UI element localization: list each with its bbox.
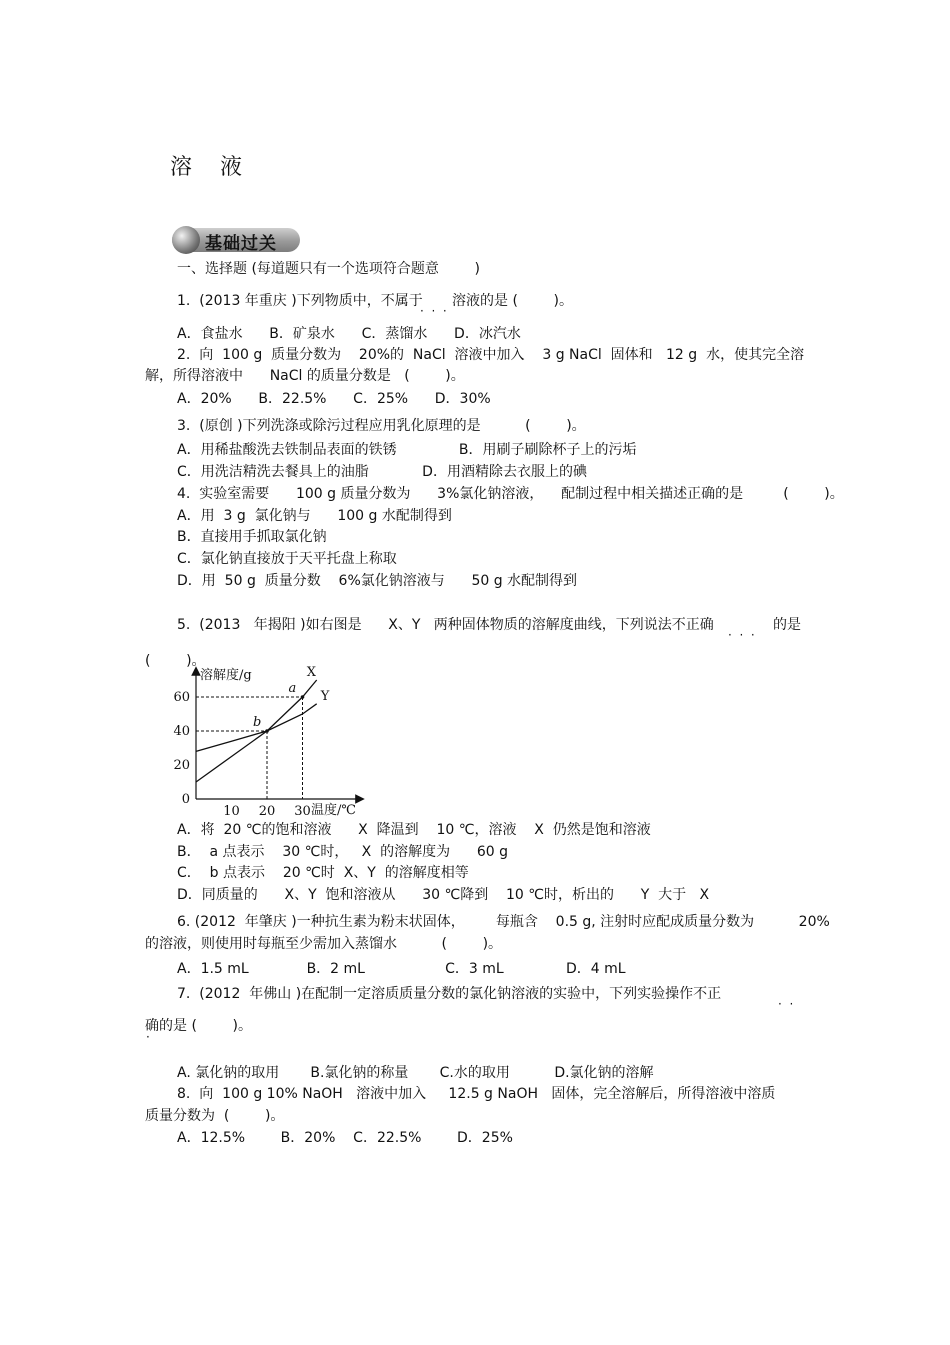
q8-stem-line1: 8. 向 100 g 10% NaOH 溶液中加入 12.5 g NaOH 固体，完全溶解后，所得溶液中溶质 — [177, 1086, 776, 1102]
q1-options: A．食盐水 B．矿泉水 C．蒸馏水 D．冰汽水 — [177, 326, 521, 342]
x-tick-label: 20 — [258, 804, 276, 819]
q4-option-d: D．用 50 g 质量分数 6%氯化钠溶液与 50 g 水配制得到 — [177, 573, 578, 589]
q3-options-cd: C．用洗洁精洗去餐具上的油脂 D．用酒精除去衣服上的碘 — [177, 464, 587, 480]
y-tick-label: 0 — [181, 792, 190, 807]
q2-stem-line2: 解，所得溶液中 NaCl 的质量分数是 ( )。 — [145, 368, 465, 384]
x-axis-label: 温度/℃ — [311, 803, 356, 818]
q5-option-c: C． b 点表示 20 ℃时 X、Y 的溶解度相等 — [177, 865, 469, 881]
q4-stem: 4. 实验室需要 100 g 质量分数为 3%氯化钠溶液， 配制过程中相关描述正确的是 ( )。 — [177, 486, 844, 502]
q5-stem-tail: 的是 — [773, 617, 801, 633]
q1-stem-b: 溶液的是 ( )。 — [452, 293, 573, 309]
q8-options: A．12.5% B．20% C．22.5% D．25% — [177, 1130, 513, 1146]
point-marker-a — [301, 695, 305, 699]
y-axis-label: 溶解度/g — [200, 668, 252, 683]
q5-option-a: A．将 20 ℃的饱和溶液 X 降温到 10 ℃，溶液 X 仍然是饱和溶液 — [177, 822, 651, 838]
point-label-b: b — [253, 715, 262, 730]
x-tick-label: 30 — [294, 804, 311, 819]
q5-option-b: B． a 点表示 30 ℃时， X 的溶解度为 60 g — [177, 844, 509, 860]
q7-stem-line1: 7. (2012 年佛山 )在配制一定溶质质量分数的氯化钠溶液的实验中，下列实验操作不正 — [177, 986, 722, 1002]
q3-stem: 3. (原创 )下列洗涤或除污过程应用乳化原理的是 ( )。 — [177, 418, 586, 434]
section-label: 基础过关 — [205, 234, 277, 254]
q1-stem-a: 1. (2013 年重庆 )下列物质中，不属于 — [177, 293, 423, 309]
x-tick-label: 10 — [223, 804, 240, 819]
series-label-x: X — [306, 665, 316, 680]
q6-stem-line2: 的溶液，则使用时每瓶至少需加入蒸馏水 ( )。 — [145, 936, 503, 952]
q3-options-ab: A．用稀盐酸洗去铁制品表面的铁锈 B．用刷子刷除杯子上的污垢 — [177, 442, 637, 458]
solubility-chart — [172, 663, 372, 819]
title-char-2: 液 — [220, 155, 243, 180]
q5-stem-line1: 5. (2013 年揭阳 )如右图是 X、Y 两种固体物质的溶解度曲线，下列说法不正确 — [177, 617, 714, 633]
q4-option-a: A．用 3 g 氯化钠与 100 g 水配制得到 — [177, 508, 452, 524]
badge-ball-icon — [172, 226, 200, 254]
q4-option-c: C．氯化钠直接放于天平托盘上称取 — [177, 551, 397, 567]
emphasis-dots: · — [146, 1030, 150, 1044]
q5-option-d: D．同质量的 X、Y 饱和溶液从 30 ℃降到 10 ℃时，析出的 Y 大于 X — [177, 887, 710, 903]
q2-stem-line1: 2. 向 100 g 质量分数为 20%的 NaCl 溶液中加入 3 g NaCl 固体和 12 g 水，使其完全溶 — [177, 347, 805, 363]
q7-stem-line2: 确的是 ( )。 — [145, 1018, 252, 1034]
point-marker-b — [265, 729, 269, 733]
q7-options: A. 氯化钠的取用 B.氯化钠的称量 C.水的取用 D.氯化钠的溶解 — [177, 1065, 654, 1081]
q2-options: A．20% B．22.5% C．25% D．30% — [177, 391, 491, 407]
section-badge — [172, 226, 312, 256]
instructions: 一、选择题 (每道题只有一个选项符合题意 ) — [177, 261, 480, 277]
title-char-1: 溶 — [170, 155, 193, 180]
q6-options: A．1.5 mL B．2 mL C．3 mL D．4 mL — [177, 961, 626, 977]
q5-stem-line2: ( )。 — [145, 653, 206, 669]
emphasis-dots: · · — [778, 997, 794, 1011]
point-label-a: a — [288, 681, 297, 696]
y-tick-label: 20 — [173, 758, 190, 773]
y-tick-label: 40 — [173, 724, 190, 739]
emphasis-dots: · · · — [728, 628, 755, 642]
page-title — [170, 150, 242, 181]
q8-stem-line2: 质量分数为 ( )。 — [145, 1108, 285, 1124]
emphasis-dots: · · · — [420, 304, 447, 318]
series-label-y: Y — [320, 688, 330, 704]
y-tick-label: 60 — [173, 690, 190, 705]
q4-option-b: B．直接用手抓取氯化钠 — [177, 529, 327, 545]
q6-stem-line1: 6. (2012 年肇庆 )一种抗生素为粉末状固体， 每瓶含 0.5 g, 注射时应配成质量分数为 20% — [177, 914, 830, 930]
